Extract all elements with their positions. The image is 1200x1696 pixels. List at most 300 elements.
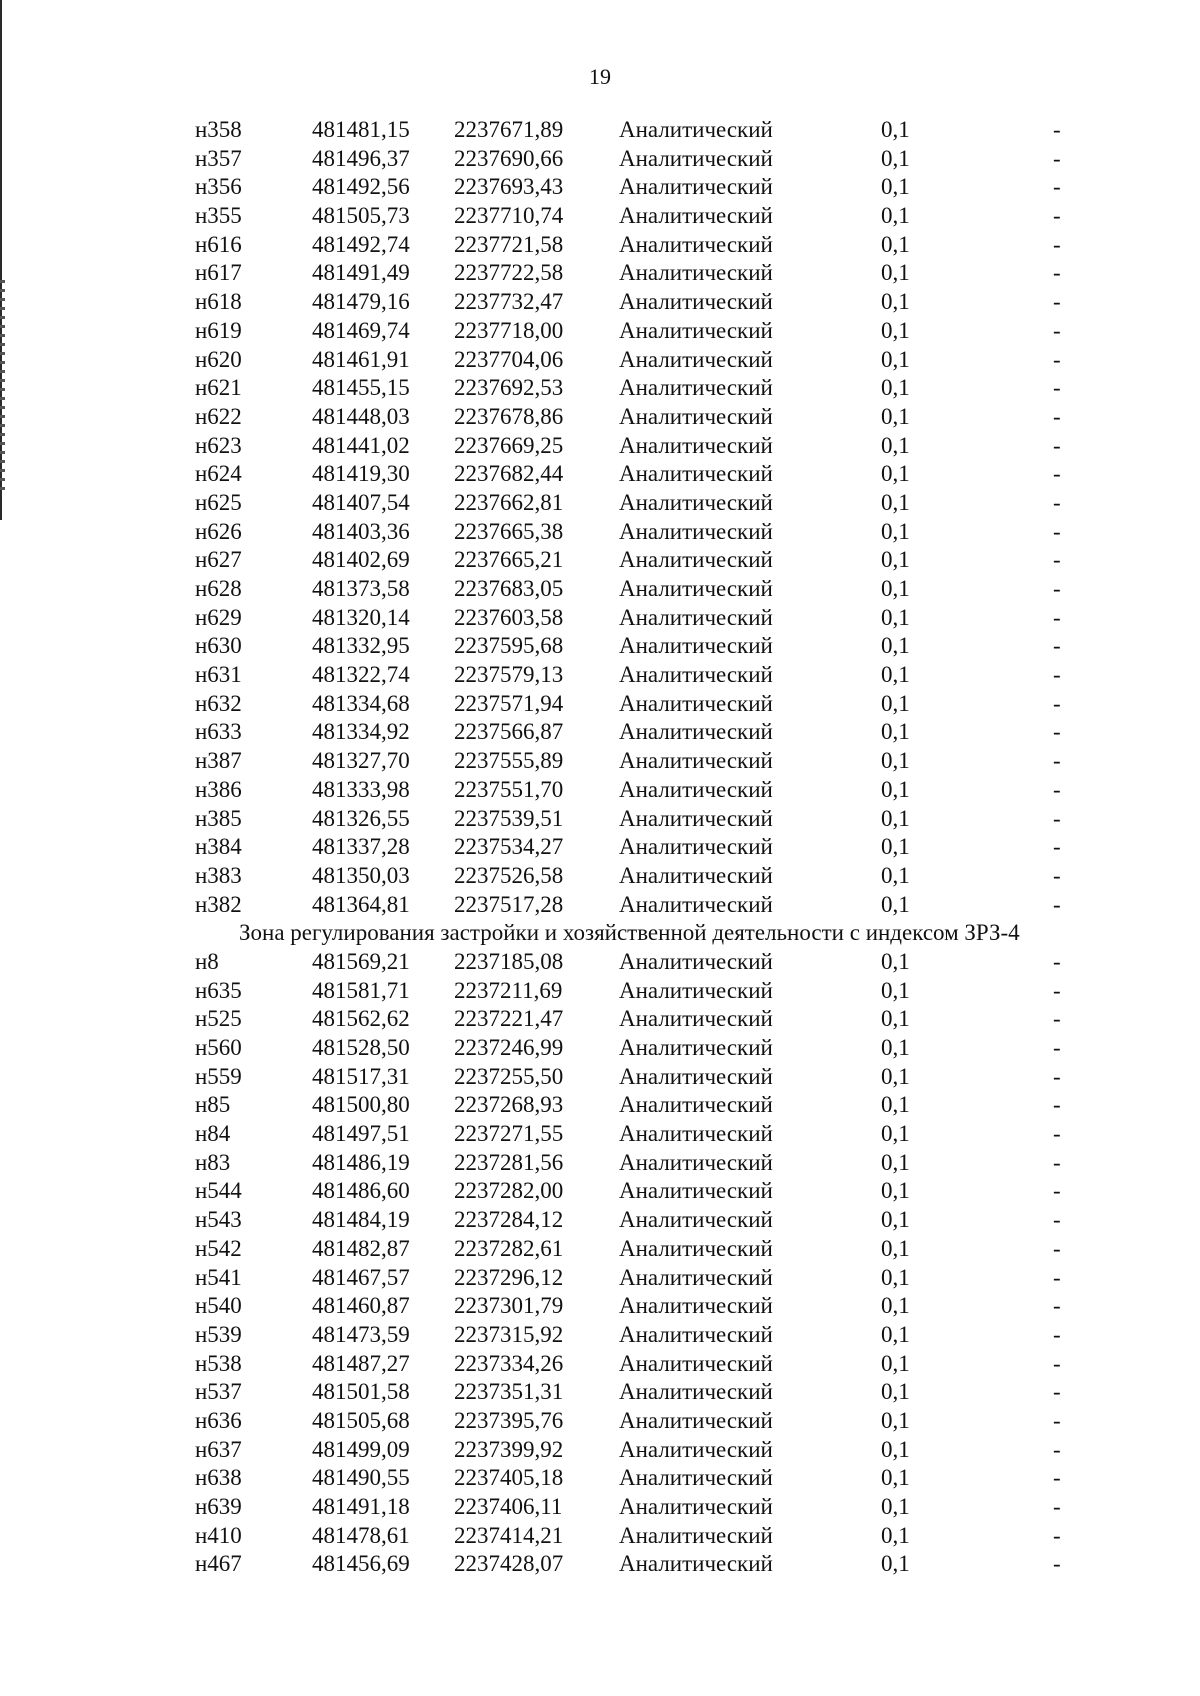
table-row (195, 145, 1095, 174)
cell-method: Аналитический (619, 862, 773, 888)
table-row (195, 288, 1095, 317)
cell-accuracy: 0,1 (881, 1407, 910, 1433)
cell-point-id: н355 (195, 203, 242, 229)
cell-point-id: н410 (195, 1522, 242, 1548)
cell-coord-x: 481456,69 (312, 1551, 410, 1577)
cell-accuracy: 0,1 (881, 547, 910, 573)
cell-method: Аналитический (619, 547, 773, 573)
cell-accuracy: 0,1 (881, 145, 910, 171)
cell-description: - (1053, 1264, 1061, 1290)
cell-description: - (1053, 145, 1061, 171)
cell-description: - (1053, 1350, 1061, 1376)
cell-coord-y: 2237296,12 (454, 1264, 564, 1290)
cell-coord-y: 2237284,12 (454, 1207, 564, 1233)
cell-accuracy: 0,1 (881, 805, 910, 831)
cell-coord-y: 2237315,92 (454, 1321, 564, 1347)
cell-description: - (1053, 576, 1061, 601)
cell-method: Аналитический (619, 461, 773, 487)
cell-accuracy: 0,1 (881, 203, 910, 229)
cell-coord-x: 481505,68 (312, 1407, 410, 1433)
cell-point-id: н637 (195, 1436, 242, 1462)
cell-coord-x: 481322,74 (312, 662, 410, 688)
table-row (195, 747, 1095, 776)
cell-method: Аналитический (619, 1350, 773, 1376)
cell-coord-x: 481478,61 (312, 1522, 410, 1548)
cell-coord-y: 2237710,74 (454, 203, 564, 229)
cell-description: - (1053, 690, 1061, 716)
cell-coord-x: 481350,03 (312, 862, 410, 888)
cell-coord-y: 2237534,27 (454, 834, 564, 860)
cell-coord-x: 481467,57 (312, 1264, 410, 1290)
table-row (195, 862, 1095, 891)
cell-accuracy: 0,1 (881, 662, 910, 688)
table-row (195, 116, 1095, 145)
cell-coord-y: 2237682,44 (454, 461, 564, 487)
cell-description: - (1053, 1293, 1061, 1319)
cell-coord-x: 481496,37 (312, 145, 410, 171)
table-row (195, 346, 1095, 375)
table-row (195, 1350, 1095, 1379)
cell-point-id: н542 (195, 1235, 242, 1261)
cell-method: Аналитический (619, 805, 773, 831)
cell-coord-x: 481501,58 (312, 1379, 410, 1405)
cell-method: Аналитический (619, 1149, 773, 1175)
cell-point-id: н358 (195, 117, 242, 142)
cell-method: Аналитический (619, 432, 773, 458)
cell-point-id: н8 (195, 948, 219, 974)
cell-point-id: н620 (195, 346, 242, 372)
cell-accuracy: 0,1 (881, 776, 910, 802)
cell-description: - (1053, 203, 1061, 229)
table-row (195, 259, 1095, 288)
coordinates-block-1 (195, 116, 1095, 919)
cell-method: Аналитический (619, 604, 773, 630)
table-row (195, 1063, 1095, 1092)
cell-method: Аналитический (619, 317, 773, 343)
cell-method: Аналитический (619, 1551, 773, 1577)
cell-method: Аналитический (619, 231, 773, 257)
cell-description: - (1053, 1121, 1061, 1147)
cell-coord-x: 481528,50 (312, 1035, 410, 1060)
table-row (195, 1206, 1095, 1235)
cell-coord-x: 481320,14 (312, 604, 410, 630)
cell-coord-x: 481487,27 (312, 1350, 410, 1376)
cell-coord-x: 481479,16 (312, 289, 410, 315)
cell-point-id: н639 (195, 1494, 242, 1519)
cell-coord-x: 481482,87 (312, 1235, 410, 1261)
cell-point-id: н628 (195, 576, 242, 601)
cell-description: - (1053, 260, 1061, 286)
table-row (195, 173, 1095, 202)
coordinates-block-2 (195, 948, 1095, 1579)
cell-method: Аналитический (619, 891, 773, 917)
cell-description: - (1053, 776, 1061, 802)
cell-method: Аналитический (619, 403, 773, 429)
table-row (195, 632, 1095, 661)
cell-method: Аналитический (619, 662, 773, 688)
cell-coord-y: 2237722,58 (454, 260, 564, 286)
cell-description: - (1053, 1522, 1061, 1548)
cell-description: - (1053, 231, 1061, 257)
cell-accuracy: 0,1 (881, 174, 910, 200)
cell-description: - (1053, 891, 1061, 917)
cell-point-id: н84 (195, 1121, 231, 1147)
cell-coord-y: 2237704,06 (454, 346, 564, 372)
cell-coord-y: 2237399,92 (454, 1436, 564, 1462)
cell-description: - (1053, 1035, 1061, 1060)
cell-accuracy: 0,1 (881, 1264, 910, 1290)
cell-description: - (1053, 748, 1061, 774)
table-row (195, 1378, 1095, 1407)
cell-coord-x: 481581,71 (312, 977, 410, 1003)
cell-description: - (1053, 1407, 1061, 1433)
cell-coord-y: 2237414,21 (454, 1522, 564, 1548)
cell-coord-y: 2237281,56 (454, 1149, 564, 1175)
cell-point-id: н630 (195, 633, 242, 659)
cell-coord-y: 2237566,87 (454, 719, 564, 745)
cell-point-id: н627 (195, 547, 242, 573)
cell-method: Аналитический (619, 1092, 773, 1118)
cell-coord-y: 2237595,68 (454, 633, 564, 659)
cell-point-id: н559 (195, 1063, 242, 1089)
cell-accuracy: 0,1 (881, 1178, 910, 1204)
cell-method: Аналитический (619, 948, 773, 974)
table-row (195, 546, 1095, 575)
cell-point-id: н525 (195, 1006, 242, 1032)
cell-method: Аналитический (619, 289, 773, 315)
cell-accuracy: 0,1 (881, 948, 910, 974)
cell-description: - (1053, 1092, 1061, 1118)
cell-point-id: н539 (195, 1321, 242, 1347)
cell-method: Аналитический (619, 203, 773, 229)
cell-accuracy: 0,1 (881, 1379, 910, 1405)
zone-title: Зона регулирования застройки и хозяйственной деятельности с индексом ЗРЗ-4 (239, 920, 1020, 946)
cell-accuracy: 0,1 (881, 1063, 910, 1089)
cell-point-id: н638 (195, 1465, 242, 1491)
cell-description: - (1053, 1149, 1061, 1175)
table-row (195, 776, 1095, 805)
cell-coord-x: 481492,74 (312, 231, 410, 257)
cell-coord-x: 481490,55 (312, 1465, 410, 1491)
cell-coord-x: 481419,30 (312, 461, 410, 487)
cell-accuracy: 0,1 (881, 862, 910, 888)
cell-point-id: н543 (195, 1207, 242, 1233)
cell-coord-x: 481337,28 (312, 834, 410, 860)
cell-point-id: н540 (195, 1293, 242, 1319)
cell-point-id: н357 (195, 145, 242, 171)
cell-point-id: н618 (195, 289, 242, 315)
table-row (195, 833, 1095, 862)
cell-description: - (1053, 977, 1061, 1003)
cell-point-id: н83 (195, 1149, 231, 1175)
cell-coord-y: 2237693,43 (454, 174, 564, 200)
table-row (195, 231, 1095, 260)
cell-accuracy: 0,1 (881, 1035, 910, 1060)
cell-point-id: н382 (195, 891, 242, 917)
cell-coord-y: 2237665,21 (454, 547, 564, 573)
table-row (195, 1436, 1095, 1465)
cell-coord-y: 2237551,70 (454, 776, 564, 802)
cell-description: - (1053, 489, 1061, 515)
cell-coord-y: 2237732,47 (454, 289, 564, 315)
cell-method: Аналитический (619, 834, 773, 860)
cell-coord-y: 2237539,51 (454, 805, 564, 831)
cell-point-id: н467 (195, 1551, 242, 1577)
cell-coord-y: 2237282,00 (454, 1178, 564, 1204)
table-row (195, 805, 1095, 834)
cell-point-id: н633 (195, 719, 242, 745)
cell-coord-y: 2237268,93 (454, 1092, 564, 1118)
cell-method: Аналитический (619, 1321, 773, 1347)
cell-accuracy: 0,1 (881, 1293, 910, 1319)
cell-coord-y: 2237334,26 (454, 1350, 564, 1376)
cell-method: Аналитический (619, 690, 773, 716)
cell-accuracy: 0,1 (881, 1092, 910, 1118)
cell-coord-y: 2237221,47 (454, 1006, 564, 1032)
cell-point-id: н631 (195, 662, 242, 688)
cell-point-id: н85 (195, 1092, 231, 1118)
cell-coord-x: 481473,59 (312, 1321, 410, 1347)
cell-point-id: н356 (195, 174, 242, 200)
cell-coord-x: 481517,31 (312, 1063, 410, 1089)
cell-coord-x: 481334,92 (312, 719, 410, 745)
cell-point-id: н632 (195, 690, 242, 716)
table-row (195, 948, 1095, 977)
table-row (195, 661, 1095, 690)
cell-accuracy: 0,1 (881, 977, 910, 1003)
cell-description: - (1053, 834, 1061, 860)
cell-accuracy: 0,1 (881, 117, 910, 142)
cell-method: Аналитический (619, 977, 773, 1003)
cell-accuracy: 0,1 (881, 317, 910, 343)
cell-accuracy: 0,1 (881, 834, 910, 860)
cell-method: Аналитический (619, 1522, 773, 1548)
table-row (195, 604, 1095, 633)
table-row (195, 403, 1095, 432)
cell-method: Аналитический (619, 518, 773, 544)
cell-accuracy: 0,1 (881, 518, 910, 544)
cell-description: - (1053, 518, 1061, 544)
cell-coord-x: 481333,98 (312, 776, 410, 802)
cell-accuracy: 0,1 (881, 1235, 910, 1261)
cell-method: Аналитический (619, 1379, 773, 1405)
cell-description: - (1053, 1006, 1061, 1032)
cell-method: Аналитический (619, 1494, 773, 1519)
cell-coord-x: 481491,18 (312, 1494, 410, 1519)
cell-coord-x: 481403,36 (312, 518, 410, 544)
cell-description: - (1053, 662, 1061, 688)
cell-coord-x: 481364,81 (312, 891, 410, 917)
cell-description: - (1053, 862, 1061, 888)
cell-accuracy: 0,1 (881, 489, 910, 515)
table-row (195, 1149, 1095, 1178)
cell-coord-y: 2237690,66 (454, 145, 564, 171)
cell-method: Аналитический (619, 1006, 773, 1032)
cell-point-id: н541 (195, 1264, 242, 1290)
table-row (195, 977, 1095, 1006)
table-row (195, 1321, 1095, 1350)
cell-description: - (1053, 604, 1061, 630)
cell-coord-y: 2237683,05 (454, 576, 564, 601)
cell-accuracy: 0,1 (881, 346, 910, 372)
cell-coord-y: 2237517,28 (454, 891, 564, 917)
cell-description: - (1053, 547, 1061, 573)
cell-description: - (1053, 1063, 1061, 1089)
cell-coord-y: 2237603,58 (454, 604, 564, 630)
cell-method: Аналитический (619, 1178, 773, 1204)
table-row (195, 518, 1095, 547)
cell-coord-x: 481492,56 (312, 174, 410, 200)
cell-point-id: н616 (195, 231, 242, 257)
cell-point-id: н624 (195, 461, 242, 487)
cell-coord-x: 481441,02 (312, 432, 410, 458)
cell-coord-x: 481505,73 (312, 203, 410, 229)
cell-description: - (1053, 805, 1061, 831)
cell-accuracy: 0,1 (881, 1436, 910, 1462)
cell-point-id: н383 (195, 862, 242, 888)
table-row (195, 489, 1095, 518)
cell-accuracy: 0,1 (881, 1350, 910, 1376)
cell-point-id: н621 (195, 375, 242, 401)
cell-method: Аналитический (619, 1465, 773, 1491)
cell-description: - (1053, 633, 1061, 659)
cell-coord-x: 481562,62 (312, 1006, 410, 1032)
cell-accuracy: 0,1 (881, 604, 910, 630)
cell-accuracy: 0,1 (881, 1121, 910, 1147)
cell-coord-x: 481499,09 (312, 1436, 410, 1462)
cell-coord-y: 2237405,18 (454, 1465, 564, 1491)
cell-description: - (1053, 719, 1061, 745)
cell-accuracy: 0,1 (881, 1494, 910, 1519)
cell-coord-x: 481402,69 (312, 547, 410, 573)
cell-coord-x: 481469,74 (312, 317, 410, 343)
cell-method: Аналитический (619, 489, 773, 515)
table-row (195, 1464, 1095, 1493)
table-row (195, 1235, 1095, 1264)
cell-method: Аналитический (619, 1063, 773, 1089)
cell-coord-y: 2237718,00 (454, 317, 564, 343)
cell-description: - (1053, 375, 1061, 401)
cell-coord-y: 2237579,13 (454, 662, 564, 688)
cell-accuracy: 0,1 (881, 719, 910, 745)
cell-coord-x: 481484,19 (312, 1207, 410, 1233)
cell-method: Аналитический (619, 576, 773, 601)
cell-description: - (1053, 346, 1061, 372)
cell-method: Аналитический (619, 1035, 773, 1060)
cell-description: - (1053, 289, 1061, 315)
table-row (195, 690, 1095, 719)
cell-method: Аналитический (619, 1121, 773, 1147)
cell-method: Аналитический (619, 117, 773, 142)
table-row (195, 575, 1095, 604)
cell-accuracy: 0,1 (881, 432, 910, 458)
cell-accuracy: 0,1 (881, 289, 910, 315)
table-row (195, 1264, 1095, 1293)
cell-point-id: н560 (195, 1035, 242, 1060)
cell-coord-y: 2237678,86 (454, 403, 564, 429)
scan-edge-marks (0, 280, 5, 490)
table-row (195, 1091, 1095, 1120)
cell-coord-y: 2237271,55 (454, 1121, 564, 1147)
table-row (195, 317, 1095, 346)
table-row (195, 1522, 1095, 1551)
cell-accuracy: 0,1 (881, 1522, 910, 1548)
cell-coord-x: 481486,60 (312, 1178, 410, 1204)
cell-description: - (1053, 1178, 1061, 1204)
cell-point-id: н617 (195, 260, 242, 286)
cell-point-id: н385 (195, 805, 242, 831)
cell-point-id: н636 (195, 1407, 242, 1433)
table-row (195, 1407, 1095, 1436)
cell-method: Аналитический (619, 1235, 773, 1261)
coordinates-table (195, 116, 1095, 1579)
cell-point-id: н625 (195, 489, 242, 515)
cell-accuracy: 0,1 (881, 633, 910, 659)
cell-coord-y: 2237211,69 (454, 977, 563, 1003)
cell-point-id: н619 (195, 317, 242, 343)
cell-coord-y: 2237301,79 (454, 1293, 564, 1319)
cell-accuracy: 0,1 (881, 231, 910, 257)
cell-method: Аналитический (619, 174, 773, 200)
cell-coord-y: 2237721,58 (454, 231, 564, 257)
cell-coord-y: 2237246,99 (454, 1035, 564, 1060)
table-row (195, 460, 1095, 489)
table-row (195, 1292, 1095, 1321)
cell-coord-x: 481334,68 (312, 690, 410, 716)
cell-coord-x: 481448,03 (312, 403, 410, 429)
cell-point-id: н629 (195, 604, 242, 630)
cell-description: - (1053, 403, 1061, 429)
cell-accuracy: 0,1 (881, 375, 910, 401)
cell-description: - (1053, 1551, 1061, 1577)
cell-coord-y: 2237662,81 (454, 489, 564, 515)
table-row (195, 1005, 1095, 1034)
cell-coord-y: 2237185,08 (454, 948, 564, 974)
cell-description: - (1053, 174, 1061, 200)
cell-point-id: н384 (195, 834, 242, 860)
cell-accuracy: 0,1 (881, 1006, 910, 1032)
cell-description: - (1053, 432, 1061, 458)
cell-point-id: н387 (195, 748, 242, 774)
cell-method: Аналитический (619, 1407, 773, 1433)
cell-coord-y: 2237282,61 (454, 1235, 564, 1261)
cell-accuracy: 0,1 (881, 1207, 910, 1233)
cell-coord-y: 2237351,31 (454, 1379, 564, 1405)
cell-coord-y: 2237669,25 (454, 432, 564, 458)
cell-coord-x: 481455,15 (312, 375, 410, 401)
table-row (195, 1034, 1095, 1063)
cell-method: Аналитический (619, 375, 773, 401)
cell-description: - (1053, 461, 1061, 487)
cell-accuracy: 0,1 (881, 461, 910, 487)
cell-method: Аналитический (619, 346, 773, 372)
cell-method: Аналитический (619, 776, 773, 802)
cell-coord-y: 2237571,94 (454, 690, 564, 716)
table-row (195, 432, 1095, 461)
cell-accuracy: 0,1 (881, 260, 910, 286)
cell-point-id: н386 (195, 776, 242, 802)
cell-coord-y: 2237692,53 (454, 375, 564, 401)
cell-coord-x: 481497,51 (312, 1121, 410, 1147)
cell-description: - (1053, 1436, 1061, 1462)
cell-coord-y: 2237428,07 (454, 1551, 564, 1577)
cell-accuracy: 0,1 (881, 891, 910, 917)
cell-accuracy: 0,1 (881, 1321, 910, 1347)
cell-accuracy: 0,1 (881, 748, 910, 774)
table-row (195, 374, 1095, 403)
cell-method: Аналитический (619, 1207, 773, 1233)
cell-accuracy: 0,1 (881, 403, 910, 429)
